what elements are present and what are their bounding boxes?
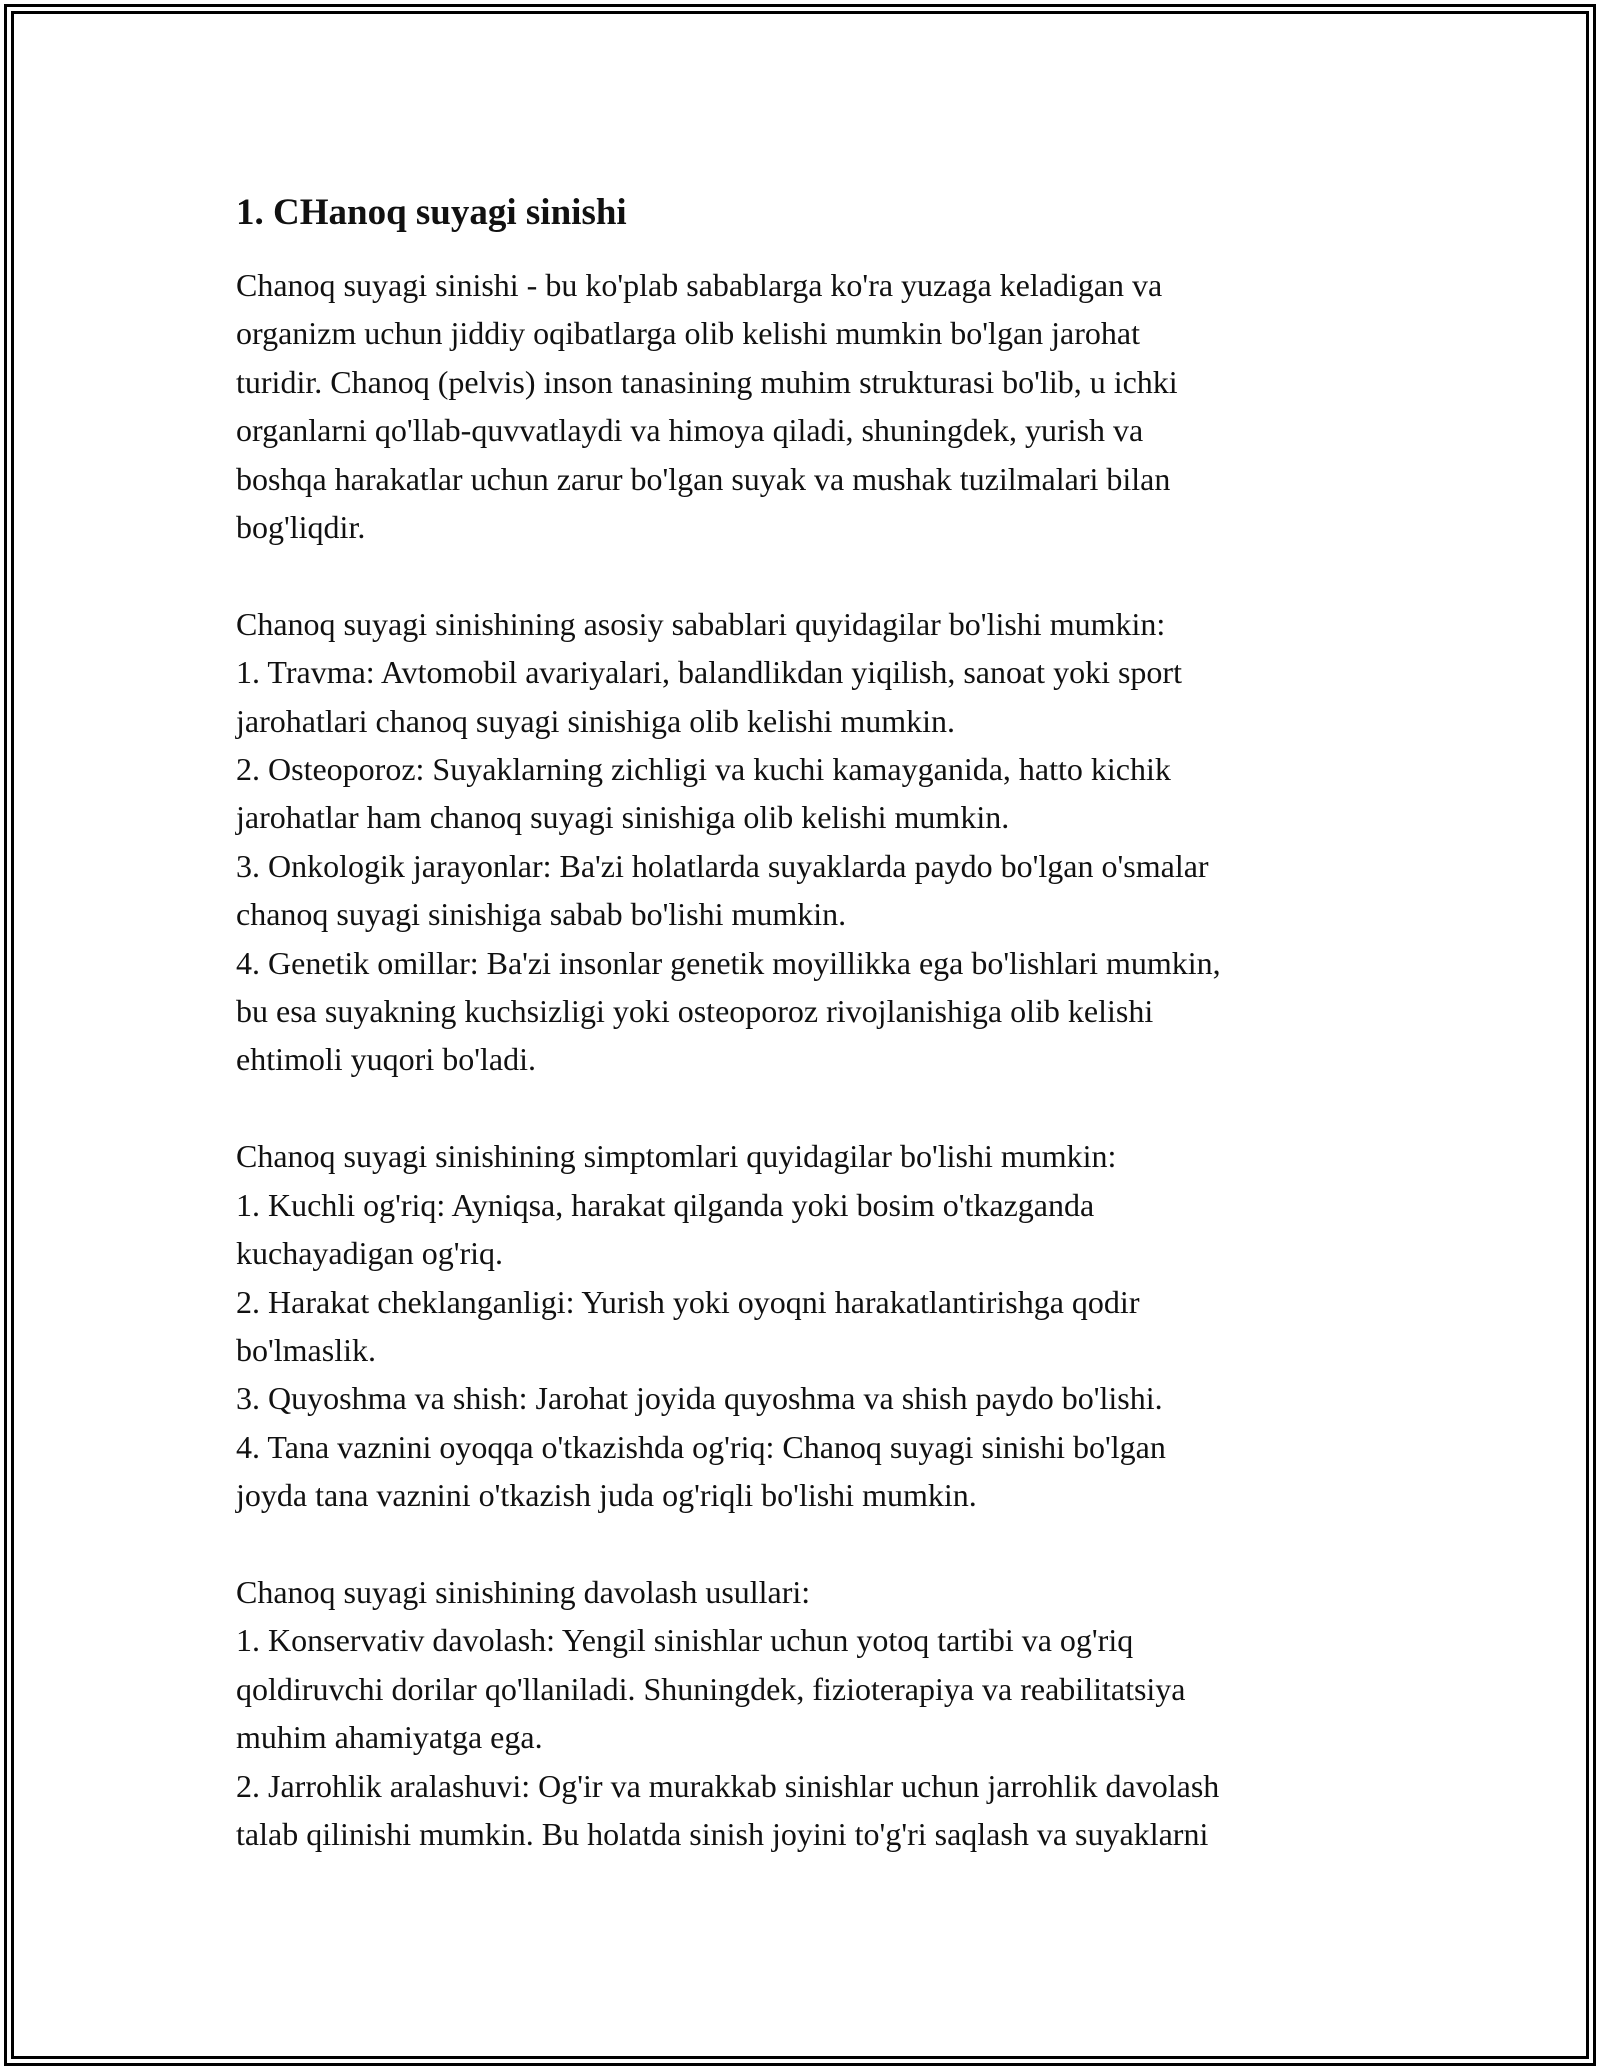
page-title: 1. CHanoq suyagi sinishi (236, 192, 627, 233)
document-body (236, 185, 1396, 1858)
list-item: bo'lmaslik. (236, 1331, 376, 1368)
list-item: bu esa suyakning kuchsizligi yoki osteoporoz rivojlanishiga olib kelishi (236, 993, 1154, 1030)
list-item: 3. Quyoshma va shish: Jarohat joyida quyoshma va shish paydo bo'lishi. (236, 1380, 1163, 1417)
section-heading: Chanoq suyagi sinishining asosiy sabablari quyidagilar bo'lishi mumkin: (236, 605, 1166, 642)
intro-paragraph (236, 261, 1396, 551)
list-item: talab qilinishi mumkin. Bu holatda sinish joyini to'g'ri saqlash va suyaklarni (236, 1815, 1209, 1852)
list-item: chanoq suyagi sinishiga sabab bo'lishi mumkin. (236, 896, 847, 933)
list-item: joyda tana vaznini o'tkazish juda og'riqli bo'lishi mumkin. (236, 1477, 977, 1514)
list-item: 2. Harakat cheklanganligi: Yurish yoki oyoqni harakatlantirishga qodir (236, 1283, 1140, 1320)
symptoms-section (236, 1132, 1396, 1519)
list-item: qoldiruvchi dorilar qo'llaniladi. Shuningdek, fizioterapiya va reabilitatsiya (236, 1670, 1186, 1707)
list-item: muhim ahamiyatga ega. (236, 1719, 543, 1756)
list-item: jarohatlar ham chanoq suyagi sinishiga olib kelishi mumkin. (236, 799, 1010, 836)
paragraph-gap (236, 1520, 1396, 1568)
section-heading: Chanoq suyagi sinishining davolash usullari: (236, 1573, 811, 1610)
text-line: organizm uchun jiddiy oqibatlarga olib kelishi mumkin bo'lgan jarohat (236, 315, 1140, 352)
list-item: 4. Genetik omillar: Ba'zi insonlar genetik moyillikka ega bo'lishlari mumkin, (236, 944, 1221, 981)
list-item: jarohatlari chanoq suyagi sinishiga olib kelishi mumkin. (236, 702, 955, 739)
list-item: 4. Tana vaznini oyoqqa o'tkazishda og'riq: Chanoq suyagi sinishi bo'lgan (236, 1428, 1166, 1465)
treatment-section (236, 1568, 1396, 1858)
paragraph-gap (236, 551, 1396, 599)
list-item: 1. Konservativ davolash: Yengil sinishlar uchun yotoq tartibi va og'riq (236, 1622, 1134, 1659)
text-line: boshqa harakatlar uchun zarur bo'lgan suyak va mushak tuzilmalari bilan (236, 460, 1171, 497)
list-item: ehtimoli yuqori bo'ladi. (236, 1041, 536, 1078)
list-item: kuchayadigan og'riq. (236, 1235, 504, 1272)
paragraph-gap (236, 1084, 1396, 1132)
list-item: 1. Kuchli og'riq: Ayniqsa, harakat qilganda yoki bosim o'tkazganda (236, 1186, 1095, 1223)
list-item: 2. Jarrohlik aralashuvi: Og'ir va murakkab sinishlar uchun jarrohlik davolash (236, 1767, 1220, 1804)
text-line: Chanoq suyagi sinishi - bu ko'plab sabablarga ko'ra yuzaga keladigan va (236, 267, 1163, 303)
list-item: 1. Travma: Avtomobil avariyalari, balandlikdan yiqilish, sanoat yoki sport (236, 654, 1182, 691)
text-line: turidir. Chanoq (pelvis) inson tanasining muhim strukturasi bo'lib, u ichki (236, 363, 1178, 400)
text-line: bog'liqdir. (236, 509, 366, 546)
text-line: organlarni qo'llab-quvvatlaydi va himoya qiladi, shuningdek, yurish va (236, 412, 1144, 449)
section-heading: Chanoq suyagi sinishining simptomlari quyidagilar bo'lishi mumkin: (236, 1138, 1117, 1175)
list-item: 2. Osteoporoz: Suyaklarning zichligi va kuchi kamayganida, hatto kichik (236, 751, 1171, 788)
causes-section (236, 600, 1396, 1084)
list-item: 3. Onkologik jarayonlar: Ba'zi holatlarda suyaklarda paydo bo'lgan o'smalar (236, 847, 1209, 884)
